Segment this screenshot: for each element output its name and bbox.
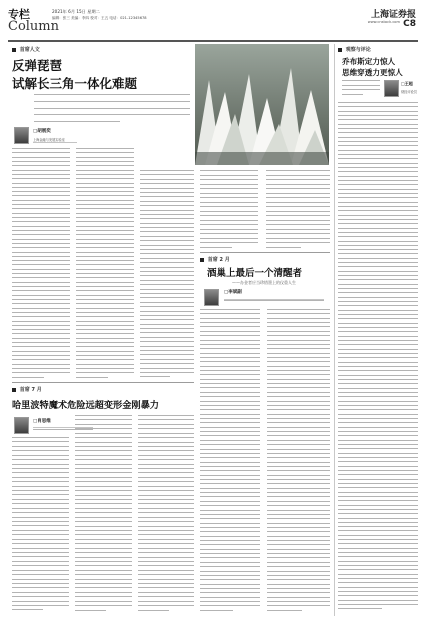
author-avatar-icon — [14, 127, 29, 144]
article-body-col3 — [140, 170, 194, 378]
article4-lead — [342, 80, 380, 95]
column-divider — [334, 44, 335, 616]
article3-subtitle: ——办金者应当珍惜墨上的仪重人生 — [232, 280, 296, 285]
section-tag-4 — [338, 46, 371, 53]
column-label: 专栏 — [8, 8, 30, 21]
article4-author-desc: 财经评论员 — [401, 90, 417, 94]
article4-body — [338, 102, 418, 611]
section-square-icon: 首席人文 — [19, 47, 40, 53]
article2-title: 哈里波特魔术危险远超变形金刚暴力 — [12, 400, 159, 411]
masthead — [8, 6, 418, 40]
lead-paragraph — [34, 94, 190, 122]
photo-graphic — [195, 44, 329, 165]
article4-author-name: □王超 — [401, 81, 413, 86]
article-body-col5 — [266, 170, 330, 248]
section-square-icon: 观察与评论 — [345, 47, 371, 53]
article3-body-col1 — [200, 309, 260, 611]
article2-body-col1 — [12, 437, 69, 611]
section-square-icon: 首席 7 月 — [19, 387, 42, 393]
section-tag-2 — [12, 386, 42, 393]
column-label-en: Column — [8, 19, 60, 34]
article2-top-rule — [12, 382, 194, 383]
editor-contacts: 编辑：张三 美编：李四 校对：王五 电话：021-12345678 — [52, 16, 147, 20]
author-avatar-icon — [204, 289, 219, 306]
article2-body-col3 — [138, 415, 194, 611]
article3-body-col2 — [267, 309, 330, 611]
section-square-icon: 首席 2 月 — [207, 257, 230, 263]
author-desc: 上海金融与发展实验室 — [33, 138, 65, 142]
section-tag — [12, 46, 40, 53]
article3-title: 酒巢上最后一个清醒者 — [207, 268, 303, 279]
article3-author-desc — [224, 300, 324, 303]
article-body-col4 — [200, 170, 258, 248]
article4-title-line2: 思维穿透力更惊人 — [342, 68, 403, 77]
article-photo — [195, 44, 329, 165]
section-tag-3 — [200, 256, 230, 263]
article3-top-rule — [200, 252, 330, 253]
issue-date: 2021年 6月 15日 星期二 — [52, 9, 100, 14]
author-name: □胡展奕 — [33, 129, 51, 134]
author-avatar-icon — [384, 80, 399, 97]
article3-author-name: □李斌副 — [224, 290, 242, 295]
paper-name: 上海证券报 — [370, 10, 416, 20]
article-title-line2: 试解长三角一体化难题 — [12, 76, 138, 91]
author-avatar-icon — [14, 417, 29, 434]
page-number: C8 — [403, 19, 416, 29]
paper-url: www.cnstock.com — [367, 20, 400, 24]
article4-title: 乔布斯定力惊人 — [342, 57, 396, 66]
article2-author-name: □肖思维 — [33, 419, 51, 424]
article2-body-col2 — [75, 415, 132, 611]
masthead-rule — [8, 40, 418, 42]
author-divider — [33, 142, 77, 143]
article-body-col2 — [76, 148, 134, 378]
article-body-col1 — [12, 148, 70, 378]
article-title: 反弹琵琶 — [12, 58, 63, 73]
